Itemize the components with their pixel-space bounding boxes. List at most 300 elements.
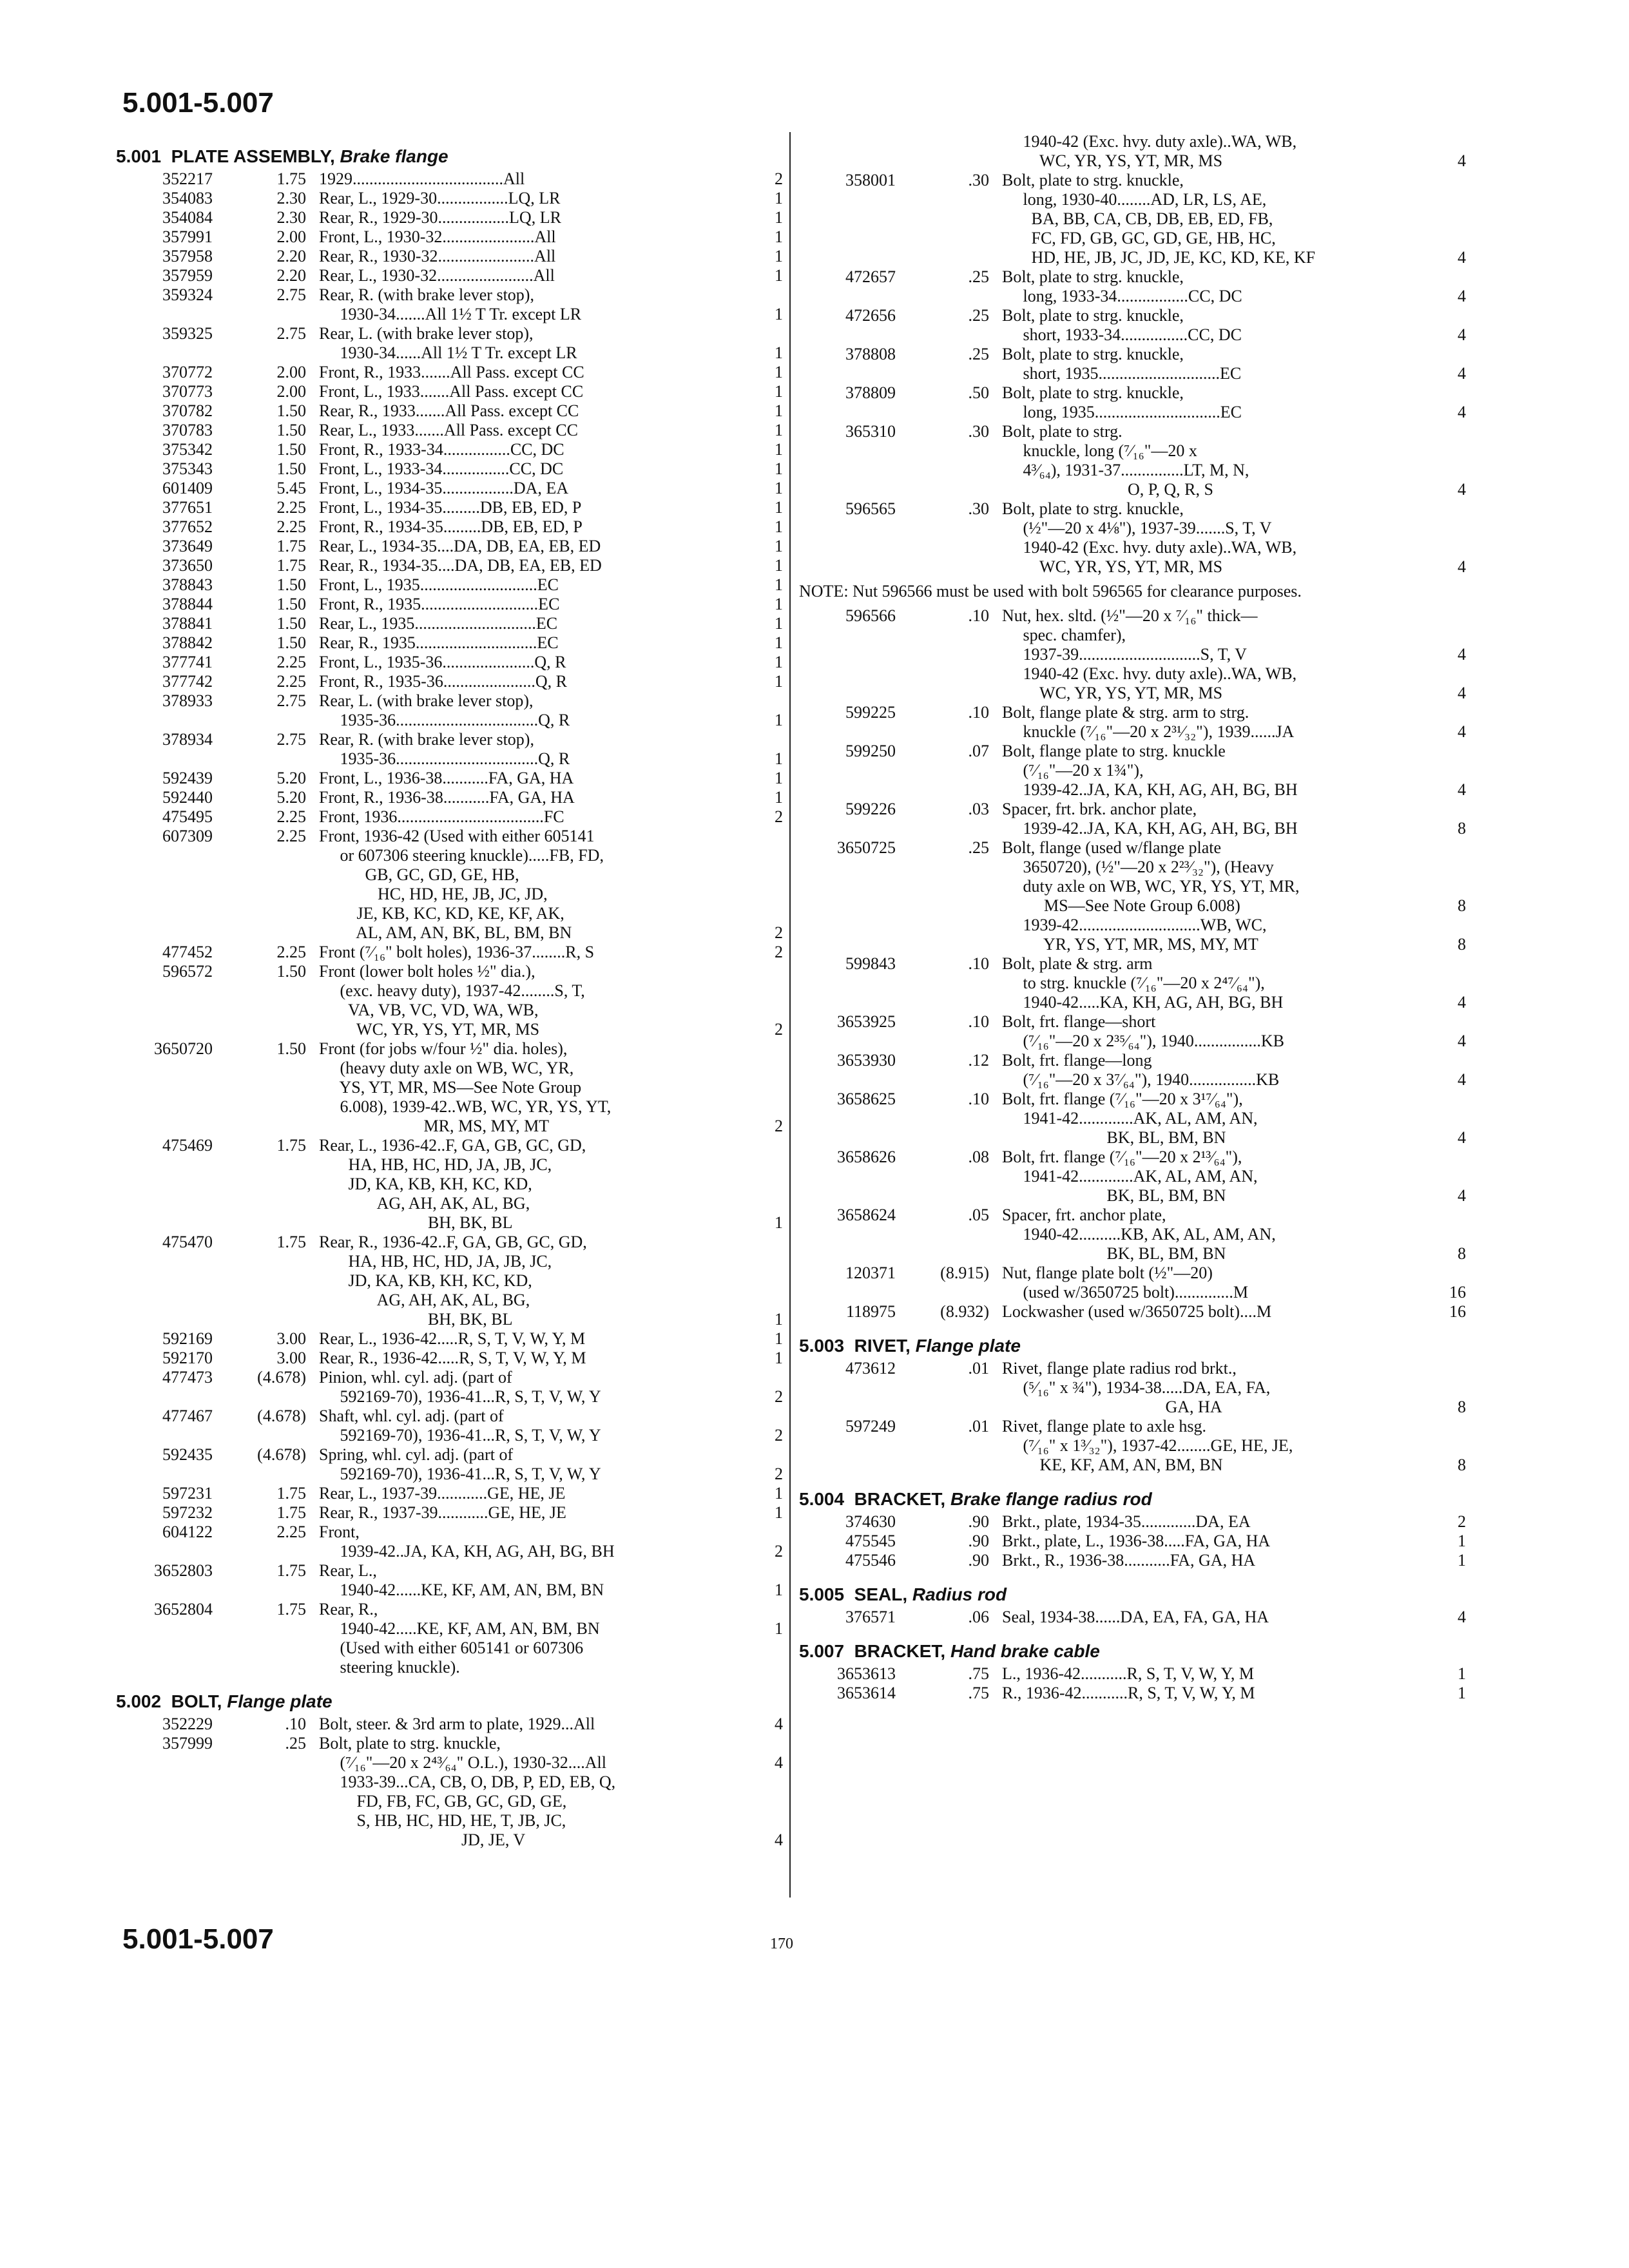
part-description: VA, VB, VC, VD, WA, WB, xyxy=(319,1001,539,1019)
part-price: .10 xyxy=(968,954,989,973)
part-price: .30 xyxy=(968,422,989,441)
part-quantity: 4 xyxy=(1458,1186,1466,1205)
part-description: Front, L., 1933-34................CC, DC xyxy=(319,459,564,478)
part-row xyxy=(116,556,786,575)
part-price: .05 xyxy=(968,1206,989,1224)
part-row-continuation xyxy=(799,1128,1469,1148)
part-row-continuation xyxy=(116,981,786,1001)
part-number: 357958 xyxy=(162,247,213,265)
part-description: Bolt, frt. flange—short xyxy=(1002,1012,1156,1031)
part-quantity: 4 xyxy=(775,1753,783,1772)
part-description: Bolt, frt. flange (⁷⁄₁₆"—20 x 3¹⁷⁄₆₄"), xyxy=(1002,1090,1243,1108)
part-row-continuation xyxy=(799,1378,1469,1398)
part-row xyxy=(799,954,1469,974)
part-description: Brkt., plate, L., 1936-38.....FA, GA, HA xyxy=(1002,1532,1271,1550)
part-row-continuation xyxy=(116,305,786,324)
part-quantity: 1 xyxy=(775,401,783,420)
part-number: 378934 xyxy=(162,730,213,749)
part-row-continuation xyxy=(799,684,1469,703)
part-row-continuation xyxy=(799,1167,1469,1186)
part-number: 475545 xyxy=(845,1532,896,1550)
part-quantity: 4 xyxy=(1458,557,1466,576)
part-description: Bolt, plate & strg. arm xyxy=(1002,954,1153,973)
part-price: .03 xyxy=(968,800,989,818)
part-description: (exc. heavy duty), 1937-42........S, T, xyxy=(319,981,585,1000)
part-quantity: 4 xyxy=(1458,151,1466,170)
page-footer: 5.001-5.007 xyxy=(122,1923,274,1955)
part-price: 2.20 xyxy=(276,247,306,265)
part-row xyxy=(799,1512,1469,1532)
part-row xyxy=(799,383,1469,403)
part-row xyxy=(116,227,786,247)
part-quantity: 4 xyxy=(1458,287,1466,305)
part-quantity: 8 xyxy=(1458,819,1466,838)
part-row xyxy=(116,459,786,479)
section-heading xyxy=(799,1336,1469,1356)
part-quantity: 2 xyxy=(775,923,783,942)
part-description: (⁷⁄₁₆"—20 x 1¾"), xyxy=(1002,761,1144,780)
part-description: Rear, R., 1929-30.................LQ, LR xyxy=(319,208,561,227)
part-description: (⁷⁄₁₆"—20 x 2⁴³⁄₆₄" O.L.), 1930-32....All xyxy=(319,1753,606,1772)
part-description: Rear, R. (with brake lever stop), xyxy=(319,730,534,749)
part-row-continuation xyxy=(116,1078,786,1097)
part-description: Rear, L., 1934-35....DA, DB, EA, EB, ED xyxy=(319,537,601,555)
part-quantity: 4 xyxy=(1458,1608,1466,1626)
part-quantity: 4 xyxy=(1458,1032,1466,1050)
part-row xyxy=(116,1523,786,1542)
part-row xyxy=(116,517,786,537)
part-price: 2.25 xyxy=(276,827,306,845)
part-price: 1.75 xyxy=(276,1136,306,1155)
part-quantity: 1 xyxy=(775,1484,783,1503)
part-quantity: 1 xyxy=(775,653,783,671)
part-description: JD, KA, KB, KH, KC, KD, xyxy=(319,1271,532,1290)
part-row-continuation xyxy=(799,1436,1469,1456)
part-row xyxy=(116,189,786,208)
part-description: Rear, R., 1934-35....DA, DB, EA, EB, ED xyxy=(319,556,602,575)
part-number: 3652803 xyxy=(154,1561,213,1580)
part-row-continuation xyxy=(116,711,786,730)
part-price: 3.00 xyxy=(276,1329,306,1348)
part-row xyxy=(116,807,786,827)
part-quantity: 1 xyxy=(1458,1664,1466,1683)
part-quantity: 2 xyxy=(775,1426,783,1445)
part-row-continuation xyxy=(799,858,1469,877)
part-row-continuation xyxy=(116,1658,786,1677)
part-quantity: 4 xyxy=(1458,993,1466,1012)
part-row xyxy=(116,1039,786,1059)
part-description: Bolt, plate to strg. knuckle, xyxy=(319,1734,501,1753)
part-row xyxy=(116,1503,786,1523)
part-number: 607309 xyxy=(162,827,213,845)
part-row xyxy=(799,422,1469,441)
part-number: 357991 xyxy=(162,227,213,246)
part-number: 3658625 xyxy=(837,1090,896,1108)
part-price: 1.50 xyxy=(276,595,306,613)
part-number: 358001 xyxy=(845,171,896,189)
part-price: 2.30 xyxy=(276,189,306,207)
part-number: 370773 xyxy=(162,382,213,401)
part-quantity: 1 xyxy=(775,363,783,381)
part-quantity: 1 xyxy=(775,1581,783,1599)
part-row-continuation xyxy=(116,1252,786,1271)
part-description: to strg. knuckle (⁷⁄₁₆"—20 x 2⁴⁷⁄₆₄"), xyxy=(1002,974,1265,992)
part-number: 378809 xyxy=(845,383,896,402)
part-row-continuation xyxy=(799,1225,1469,1244)
part-row-continuation xyxy=(799,151,1469,171)
part-description: AG, AH, AK, AL, BG, xyxy=(319,1194,530,1213)
part-row-continuation xyxy=(116,1387,786,1407)
part-price: .30 xyxy=(968,499,989,518)
part-row-continuation xyxy=(116,1310,786,1329)
part-row xyxy=(116,285,786,305)
part-row-continuation xyxy=(116,1291,786,1310)
part-description: Bolt, flange plate to strg. knuckle xyxy=(1002,742,1226,760)
part-row-continuation xyxy=(799,722,1469,742)
part-price: (4.678) xyxy=(257,1368,306,1387)
part-description: Bolt, plate to strg. knuckle, xyxy=(1002,499,1184,518)
part-number: 477473 xyxy=(162,1368,213,1387)
part-row-continuation xyxy=(799,877,1469,896)
part-price: .25 xyxy=(968,267,989,286)
part-description: 1935-36..................................Q, R xyxy=(319,711,570,729)
part-description: Front, R., 1933.......All Pass. except CC xyxy=(319,363,584,381)
part-row-continuation xyxy=(116,749,786,769)
part-description: Brkt., R., 1936-38...........FA, GA, HA xyxy=(1002,1551,1256,1570)
part-row xyxy=(799,1051,1469,1070)
part-row-continuation xyxy=(116,1792,786,1811)
part-number: 3652804 xyxy=(154,1600,213,1619)
part-price: .10 xyxy=(285,1715,306,1733)
part-number: 3658626 xyxy=(837,1148,896,1166)
part-row xyxy=(116,1136,786,1155)
part-number: 373650 xyxy=(162,556,213,575)
part-price: .75 xyxy=(968,1664,989,1683)
part-description: (⁷⁄₁₆"—20 x 2³⁵⁄₆₄"), 1940................KB xyxy=(1002,1032,1285,1050)
part-description: 1933-39...CA, CB, O, DB, P, ED, EB, Q, xyxy=(319,1773,616,1791)
part-quantity: 4 xyxy=(1458,364,1466,383)
part-quantity: 1 xyxy=(1458,1551,1466,1570)
part-number: 378933 xyxy=(162,691,213,710)
part-price: 2.25 xyxy=(276,943,306,961)
part-price: 2.30 xyxy=(276,208,306,227)
part-row-continuation xyxy=(799,993,1469,1012)
part-row-continuation xyxy=(799,480,1469,499)
part-row xyxy=(116,962,786,981)
part-row xyxy=(116,1600,786,1619)
part-row xyxy=(116,1368,786,1387)
part-quantity: 1 xyxy=(775,769,783,787)
part-description: WC, YR, YS, YT, MR, MS xyxy=(1002,151,1223,170)
part-row xyxy=(799,1664,1469,1684)
part-description: GA, HA xyxy=(1002,1398,1222,1416)
part-number: 592440 xyxy=(162,788,213,807)
part-price: (4.678) xyxy=(257,1407,306,1425)
part-row xyxy=(116,324,786,343)
part-number: 370782 xyxy=(162,401,213,420)
part-quantity: 1 xyxy=(775,1349,783,1367)
part-row xyxy=(799,1551,1469,1570)
part-description: Front, 1936-42 (Used with either 605141 xyxy=(319,827,595,845)
part-description: 4³⁄₆₄), 1931-37...............LT, M, N, xyxy=(1002,461,1249,479)
part-row-continuation xyxy=(116,1175,786,1194)
section-subtitle: Flange plate xyxy=(227,1691,333,1711)
part-description: (⁷⁄₁₆" x 1³⁄₃₂"), 1937-42........GE, HE, JE, xyxy=(1002,1436,1293,1455)
part-price: (4.678) xyxy=(257,1445,306,1464)
part-row-continuation xyxy=(799,364,1469,383)
part-description: Front, R., 1935-36......................Q, R xyxy=(319,672,567,691)
part-number: 373649 xyxy=(162,537,213,555)
part-description: Nut, flange plate bolt (½"—20) xyxy=(1002,1264,1213,1282)
part-row xyxy=(116,440,786,459)
part-row xyxy=(116,1349,786,1368)
part-row xyxy=(116,401,786,421)
part-number: 596566 xyxy=(845,606,896,625)
part-price: .25 xyxy=(968,838,989,857)
part-description: 1941-42.............AK, AL, AM, AN, xyxy=(1002,1167,1258,1186)
part-row-continuation xyxy=(799,229,1469,248)
part-quantity: 1 xyxy=(775,440,783,459)
part-price: 2.25 xyxy=(276,807,306,826)
part-description: Front, R., 1934-35.........DB, EB, ED, P xyxy=(319,517,583,536)
part-description: Rear, L. (with brake lever stop), xyxy=(319,691,534,710)
part-description: 1940-42..........KB, AK, AL, AM, AN, xyxy=(1002,1225,1276,1244)
part-price: 2.75 xyxy=(276,691,306,710)
part-description: long, 1930-40........AD, LR, LS, AE, xyxy=(1002,190,1267,209)
part-row-continuation xyxy=(116,904,786,923)
part-description: BA, BB, CA, CB, DB, EB, ED, FB, xyxy=(1002,209,1273,228)
part-row-continuation xyxy=(116,1155,786,1175)
part-description: KE, KF, AM, AN, BM, BN xyxy=(1002,1456,1223,1474)
part-row xyxy=(799,1608,1469,1627)
part-row-continuation xyxy=(799,935,1469,954)
part-row xyxy=(799,1359,1469,1378)
part-number: 596565 xyxy=(845,499,896,518)
part-description: Lockwasher (used w/3650725 bolt)....M xyxy=(1002,1302,1272,1321)
part-description: FC, FD, GB, GC, GD, GE, HB, HC, xyxy=(1002,229,1276,247)
part-row-continuation xyxy=(799,403,1469,422)
part-price: 1.50 xyxy=(276,459,306,478)
part-row xyxy=(116,1329,786,1349)
part-description: steering knuckle). xyxy=(319,1658,460,1677)
part-quantity: 2 xyxy=(1458,1512,1466,1531)
part-description: Rear, R., xyxy=(319,1600,378,1619)
part-row xyxy=(799,1090,1469,1109)
part-row-continuation xyxy=(799,557,1469,577)
part-price: (8.932) xyxy=(940,1302,989,1321)
left-column xyxy=(116,132,786,1850)
part-description: Front (⁷⁄₁₆" bolt holes), 1936-37........R, S xyxy=(319,943,595,961)
part-description: Spacer, frt. anchor plate, xyxy=(1002,1206,1166,1224)
part-description: 1939-42..JA, KA, KH, AG, AH, BG, BH xyxy=(319,1542,615,1561)
part-description: Bolt, plate to strg. knuckle, xyxy=(1002,306,1184,325)
part-price: 3.00 xyxy=(276,1349,306,1367)
part-price: 5.20 xyxy=(276,788,306,807)
part-description: (heavy duty axle on WB, WC, YR, xyxy=(319,1059,574,1077)
part-description: Rear, R., 1937-39............GE, HE, JE xyxy=(319,1503,566,1522)
part-row-continuation xyxy=(799,780,1469,800)
part-price: 1.75 xyxy=(276,1600,306,1619)
part-number: 377741 xyxy=(162,653,213,671)
part-row-continuation xyxy=(799,1109,1469,1128)
part-description: Rear, L., 1935.............................EC xyxy=(319,614,558,633)
part-row-continuation xyxy=(799,248,1469,267)
part-number: 365310 xyxy=(845,422,896,441)
part-row xyxy=(116,788,786,807)
part-row-continuation xyxy=(116,1271,786,1291)
part-description: Rear, R., 1935.............................EC xyxy=(319,633,559,652)
part-number: 370772 xyxy=(162,363,213,381)
section-heading xyxy=(116,146,786,167)
part-description: AG, AH, AK, AL, BG, xyxy=(319,1291,530,1309)
part-description: Rear, R., 1936-42..F, GA, GB, GC, GD, xyxy=(319,1233,587,1251)
section-title: BRACKET, xyxy=(854,1641,946,1661)
part-number: 599226 xyxy=(845,800,896,818)
part-quantity: 1 xyxy=(775,517,783,536)
part-quantity: 2 xyxy=(775,1387,783,1406)
part-row-continuation xyxy=(116,923,786,943)
part-number: 475470 xyxy=(162,1233,213,1251)
part-row xyxy=(799,171,1469,190)
section-heading xyxy=(799,1641,1469,1662)
part-description: Rear, L., 1929-30.................LQ, LR xyxy=(319,189,561,207)
part-number: 3653613 xyxy=(837,1664,896,1683)
part-description: HA, HB, HC, HD, JA, JB, JC, xyxy=(319,1155,552,1174)
part-description: Rear, R., 1936-42.....R, S, T, V, W, Y, M xyxy=(319,1349,586,1367)
part-quantity: 1 xyxy=(775,1503,783,1522)
part-row-continuation xyxy=(799,190,1469,209)
section-heading xyxy=(116,1691,786,1712)
part-quantity: 8 xyxy=(1458,1398,1466,1416)
part-number: 354083 xyxy=(162,189,213,207)
part-quantity: 4 xyxy=(1458,480,1466,499)
part-price: .06 xyxy=(968,1608,989,1626)
part-description: Rear, L., 1930-32.......................All xyxy=(319,266,555,285)
part-description: 1940-42 (Exc. hvy. duty axle)..WA, WB, xyxy=(1002,538,1297,557)
part-quantity: 4 xyxy=(1458,1128,1466,1147)
part-description: 1939-42.............................WB, WC, xyxy=(1002,916,1267,934)
part-description: (⁷⁄₁₆"—20 x 3⁷⁄₆₄"), 1940................KB xyxy=(1002,1070,1280,1089)
part-quantity: 1 xyxy=(775,749,783,768)
part-row-continuation xyxy=(116,1581,786,1600)
part-description: HA, HB, HC, HD, JA, JB, JC, xyxy=(319,1252,552,1271)
part-row xyxy=(799,345,1469,364)
part-description: Bolt, plate to strg. knuckle, xyxy=(1002,383,1184,402)
part-quantity: 4 xyxy=(775,1715,783,1733)
page-header: 5.001-5.007 xyxy=(122,87,274,119)
part-row xyxy=(799,1148,1469,1167)
section-title: BRACKET, xyxy=(854,1489,946,1509)
part-description: 1930-34......All 1½ T Tr. except LR xyxy=(319,343,577,362)
part-description: Front, L., 1930-32......................All xyxy=(319,227,556,246)
part-row-continuation xyxy=(799,1398,1469,1417)
part-description: FD, FB, FC, GB, GC, GD, GE, xyxy=(319,1792,567,1811)
part-quantity: 4 xyxy=(775,1831,783,1849)
part-price: 2.00 xyxy=(276,363,306,381)
part-description: (⁵⁄₁₆" x ¾"), 1934-38.....DA, EA, FA, xyxy=(1002,1378,1271,1397)
part-description: short, 1933-34................CC, DC xyxy=(1002,325,1242,344)
part-price: .07 xyxy=(968,742,989,760)
part-description: 592169-70), 1936-41...R, S, T, V, W, Y xyxy=(319,1465,601,1483)
part-number: 3650720 xyxy=(154,1039,213,1058)
part-price: 1.75 xyxy=(276,1561,306,1580)
part-row-continuation xyxy=(799,626,1469,645)
section-code: 5.003 xyxy=(799,1336,845,1356)
part-description: 1935-36..................................Q, R xyxy=(319,749,570,768)
part-number: 599843 xyxy=(845,954,896,973)
part-description: JE, KB, KC, KD, KE, KF, AK, xyxy=(319,904,564,923)
part-description: Rear, L., 1933.......All Pass. except CC xyxy=(319,421,578,439)
part-number: 472656 xyxy=(845,306,896,325)
part-description: long, 1935..............................EC xyxy=(1002,403,1242,421)
part-price: 1.50 xyxy=(276,401,306,420)
part-quantity: 1 xyxy=(775,575,783,594)
part-price: .10 xyxy=(968,1090,989,1108)
part-row-continuation xyxy=(116,885,786,904)
part-quantity: 2 xyxy=(775,943,783,961)
part-description: HC, HD, HE, JB, JC, JD, xyxy=(319,885,548,903)
part-quantity: 8 xyxy=(1458,1456,1466,1474)
part-price: 1.50 xyxy=(276,1039,306,1058)
part-description: (used w/3650725 bolt)..............M xyxy=(1002,1283,1249,1302)
part-description: 1940-42.....KA, KH, AG, AH, BG, BH xyxy=(1002,993,1284,1012)
part-row-continuation xyxy=(116,1465,786,1484)
part-description: Rivet, flange plate to axle hsg. xyxy=(1002,1417,1206,1436)
part-description: Brkt., plate, 1934-35.............DA, EA xyxy=(1002,1512,1251,1531)
part-row xyxy=(799,1264,1469,1283)
part-number: 359325 xyxy=(162,324,213,343)
part-price: 1.75 xyxy=(276,1503,306,1522)
part-row-continuation xyxy=(116,343,786,363)
part-price: 2.25 xyxy=(276,498,306,517)
part-price: 1.75 xyxy=(276,537,306,555)
part-quantity: 2 xyxy=(775,807,783,826)
part-description: 1930-34.......All 1½ T Tr. except LR xyxy=(319,305,582,323)
part-description: Front, L., 1933.......All Pass. except CC xyxy=(319,382,584,401)
part-row-continuation xyxy=(116,1773,786,1792)
part-row-continuation xyxy=(116,1213,786,1233)
part-quantity: 1 xyxy=(1458,1532,1466,1550)
section-code: 5.001 xyxy=(116,146,162,166)
note-text: NOTE: Nut 596566 must be used with bolt 596565 for clearance purposes. xyxy=(799,582,1302,601)
part-description: L., 1936-42...........R, S, T, V, W, Y, M xyxy=(1002,1664,1255,1683)
part-number: 599225 xyxy=(845,703,896,722)
part-number: 3653930 xyxy=(837,1051,896,1070)
part-description: Spacer, frt. brk. anchor plate, xyxy=(1002,800,1197,818)
part-row xyxy=(116,1734,786,1753)
part-description: WC, YR, YS, YT, MR, MS xyxy=(1002,557,1223,576)
part-quantity: 1 xyxy=(775,382,783,401)
part-number: 592169 xyxy=(162,1329,213,1348)
part-number: 473612 xyxy=(845,1359,896,1378)
part-price: .30 xyxy=(968,171,989,189)
part-price: 1.75 xyxy=(276,1484,306,1503)
part-row-continuation xyxy=(799,664,1469,684)
part-price: 2.00 xyxy=(276,382,306,401)
part-number: 378843 xyxy=(162,575,213,594)
part-row xyxy=(799,1684,1469,1703)
part-row xyxy=(799,703,1469,722)
part-number: 378844 xyxy=(162,595,213,613)
part-row-continuation xyxy=(116,1831,786,1850)
part-description: Front, L., 1934-35.................DA, EA xyxy=(319,479,569,497)
part-quantity: 4 xyxy=(1458,780,1466,799)
part-quantity: 1 xyxy=(775,459,783,478)
part-description: Rear, L., xyxy=(319,1561,377,1580)
part-description: MS—See Note Group 6.008) xyxy=(1002,896,1240,915)
part-price: .25 xyxy=(968,345,989,363)
part-number: 475495 xyxy=(162,807,213,826)
